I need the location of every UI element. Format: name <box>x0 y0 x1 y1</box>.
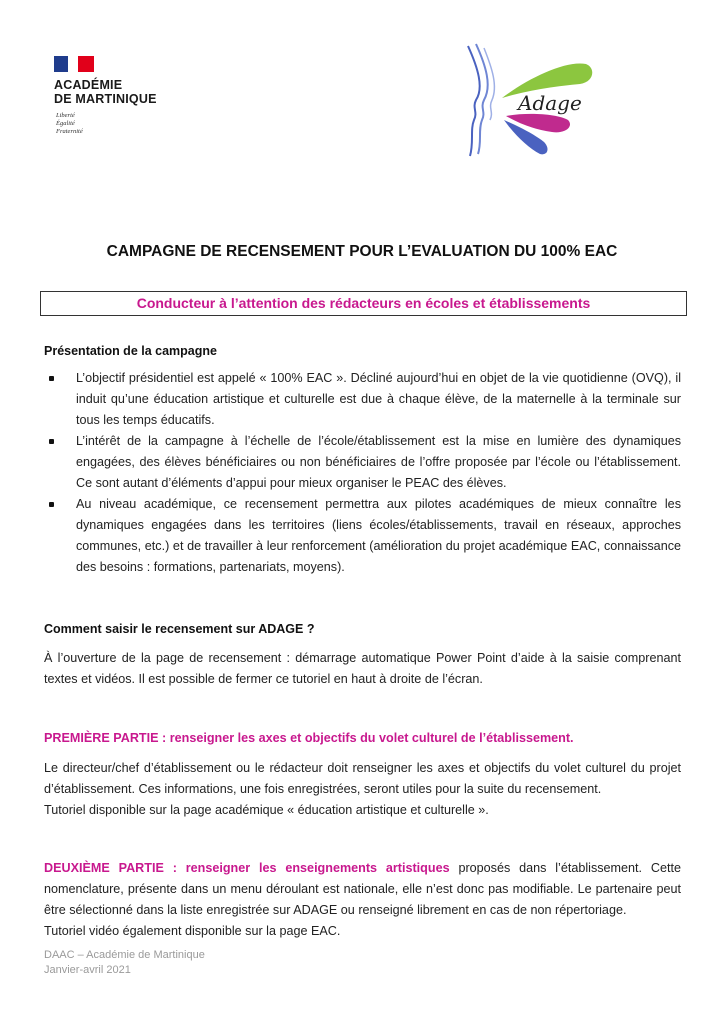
bullet-text: L’intérêt de la campagne à l’échelle de l’école/établissement est la mise en lumière des dynamiques engagées, des élèves bénéficiaires ou non bénéficiaires de l’offre proposée par l’école ou l’établissement. Ce sont autant d’éléments d’appui pour mieux organiser le PEAC des élèves. <box>76 434 681 490</box>
part2-paragraph <box>44 858 681 921</box>
footer-organization: DAAC – Académie de Martinique <box>44 949 205 961</box>
part1-tutorial-note: Tutoriel disponible sur la page académique « éducation artistique et culturelle ». <box>44 803 489 817</box>
adage-logo <box>448 38 598 163</box>
document-subtitle: Conducteur à l’attention des rédacteurs en écoles et établissements <box>136 295 591 311</box>
bullet-icon <box>49 439 54 444</box>
part2-text: proposés dans l’établissement. Cette nomenclature, présente dans un menu déroulant est nationale, elle n’est donc pas modifiable. Le partenaire peut être sélectionné dans la liste enregistrée sur ADAGE ou renseigné librement en cas de non répertoriage. <box>44 861 681 917</box>
part2-tutorial-note: Tutoriel vidéo également disponible sur la page EAC. <box>44 924 341 938</box>
how-to-heading: Comment saisir le recensement sur ADAGE ? <box>44 622 315 636</box>
republic-motto <box>56 112 83 136</box>
academie-martinique-logo <box>44 50 164 145</box>
how-to-paragraph: À l’ouverture de la page de recensement : démarrage automatique Power Point d’aide à la saisie comprenant textes et vidéos. Il est possible de fermer ce tutoriel en haut à droite de l’écran. <box>44 651 681 686</box>
motto-egalite: Égalité <box>56 120 75 127</box>
motto-liberte: Liberté <box>56 112 75 119</box>
list-item <box>44 494 681 578</box>
page-footer <box>44 948 205 978</box>
list-item <box>44 431 681 494</box>
bullet-icon <box>49 376 54 381</box>
presentation-heading: Présentation de la campagne <box>44 344 217 358</box>
academie-name-line1: ACADÉMIE <box>54 78 123 92</box>
profile-faces-icon <box>468 44 494 156</box>
bullet-icon <box>49 502 54 507</box>
presentation-bullet-list <box>44 368 681 578</box>
bullet-text: L’objectif présidentiel est appelé « 100% EAC ». Décliné aujourd’hui en objet de la vie quotidienne (OVQ), il induit qu’une éducation artistique et culturelle est due à chaque élève, de la maternelle à la terminale sur tous les temps éducatifs. <box>76 371 681 427</box>
adage-logo-text: Adage <box>518 91 582 115</box>
list-item <box>44 368 681 431</box>
subtitle-box <box>40 291 687 316</box>
french-flag-icon <box>54 56 94 72</box>
academie-name-line2: DE MARTINIQUE <box>54 92 157 106</box>
motto-fraternite: Fraternité <box>56 128 83 135</box>
document-title: CAMPAGNE DE RECENSEMENT POUR L’EVALUATION DU 100% EAC <box>106 243 618 260</box>
academie-name <box>54 78 157 106</box>
part1-paragraph: Le directeur/chef d’établissement ou le rédacteur doit renseigner les axes et objectifs du volet culturel du projet d’établissement. Ces informations, une fois enregistrées, seront utiles pour la suite du recensement. <box>44 761 681 796</box>
part2-heading: DEUXIÈME PARTIE : renseigner les enseignements artistiques <box>44 861 450 875</box>
footer-date: Janvier-avril 2021 <box>44 964 131 976</box>
part1-heading: PREMIÈRE PARTIE : renseigner les axes et objectifs du volet culturel de l’établissement. <box>44 731 574 745</box>
bullet-text: Au niveau académique, ce recensement permettra aux pilotes académiques de mieux connaître les dynamiques engagées dans les territoires (liens écoles/établissements, travail en réseaux, approches communes, etc.) et de travailler à leur renforcement (amélioration du projet académique EAC, connaissance des besoins : formations, partenariats, moyens). <box>76 497 681 574</box>
